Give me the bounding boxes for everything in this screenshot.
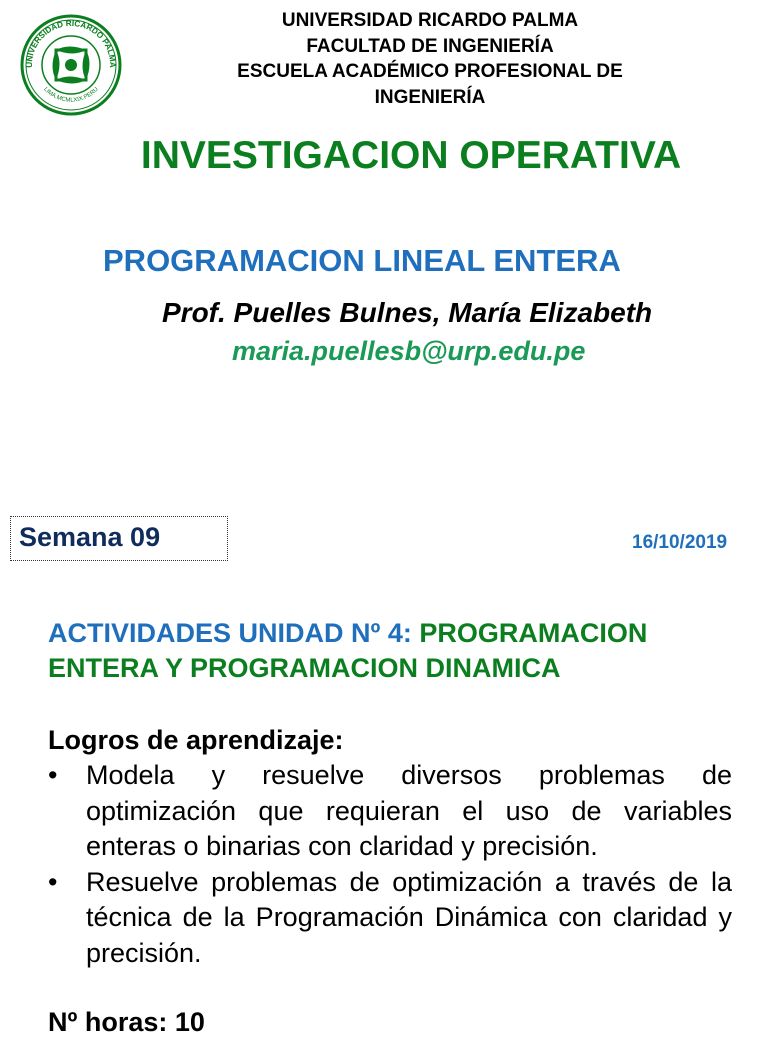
bullet-glyph: • [48, 866, 58, 897]
week-box [10, 516, 228, 561]
logo-ring-top: UNIVERSIDAD RICARDO PALMA [24, 18, 118, 68]
list-item [48, 865, 732, 972]
hours-label: Nº horas: 10 [48, 1007, 205, 1037]
school-name-line2: INGENIERÍA [374, 86, 486, 108]
list-item [48, 758, 732, 865]
session-date: 16/10/2019 [632, 532, 728, 553]
activities-rest: PROGRAMACION ENTERA Y PROGRAMACION DINAMICA [48, 618, 648, 683]
faculty-name: FACULTAD DE INGENIERÍA [306, 35, 554, 57]
week-label: Semana 09 [19, 522, 161, 552]
bullet-glyph: • [48, 760, 58, 790]
university-seal-logo [14, 14, 128, 116]
professor-email: maria.puellesb@urp.edu.pe [232, 336, 586, 366]
goals-heading: Logros de aprendizaje: [48, 725, 344, 755]
topic-title: PROGRAMACION LINEAL ENTERA [103, 243, 621, 278]
goal-text: Resuelve problemas de optimización a través de la técnica de la Programación Dinámica con claridad y precisión. [86, 866, 732, 968]
professor-name: Prof. Puelles Bulnes, María Elizabeth [162, 297, 653, 328]
logo-ring-bottom: LIMA.MCMLXIX.PERU [42, 86, 100, 104]
goals-list [48, 758, 732, 971]
school-name-line1: ESCUELA ACADÉMICO PROFESIONAL DE [237, 61, 623, 82]
goal-text: Modela y resuelve diversos problemas de optimización que requieran el uso de variables enteras o binarias con claridad y precisión. [86, 760, 732, 861]
course-title: INVESTIGACION OPERATIVA [140, 134, 682, 177]
activities-heading [48, 616, 748, 686]
activities-lead: ACTIVIDADES UNIDAD Nº 4: [48, 618, 412, 648]
institution-header [210, 8, 650, 110]
university-name: UNIVERSIDAD RICARDO PALMA [281, 10, 579, 31]
